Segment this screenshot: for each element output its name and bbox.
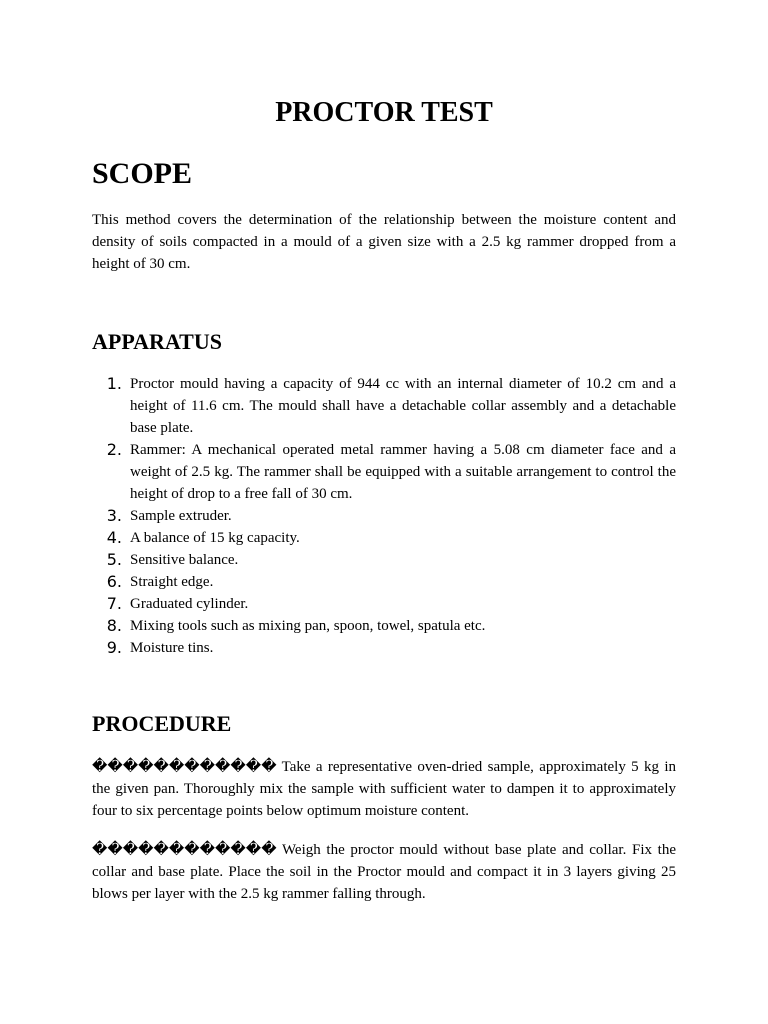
scope-heading: SCOPE: [92, 157, 193, 190]
list-item-text: Straight edge.: [130, 574, 214, 590]
list-number: 6.: [106, 572, 122, 591]
list-number: 9.: [106, 638, 122, 657]
apparatus-list: [92, 373, 676, 659]
document-title: PROCTOR TEST: [275, 97, 493, 128]
list-item-text: Mixing tools such as mixing pan, spoon, towel, spatula etc.: [130, 618, 486, 634]
list-number: 4.: [106, 528, 122, 547]
list-item: [92, 571, 676, 593]
list-number: 3.: [106, 506, 122, 525]
procedure-paragraph-2: ������������ Weigh the proctor mould without base plate and collar. Fix the collar and base plate. Place the soil in the Proctor mould and compact it in 3 layers giving 25 blows per layer with the 2.5 kg rammer falling through.: [92, 842, 676, 902]
list-number: 7.: [106, 594, 122, 613]
list-item: [92, 637, 676, 659]
list-item-text: Proctor mould having a capacity of 944 cc with an internal diameter of 10.2 cm and a height of 11.6 cm. The mould shall have a detachable collar assembly and a detachable base plate.: [130, 376, 676, 436]
list-item-text: Moisture tins.: [130, 640, 214, 656]
apparatus-heading: APPARATUS: [92, 329, 222, 354]
list-item: [92, 615, 676, 637]
list-number: 1.: [106, 374, 122, 393]
list-item: [92, 439, 676, 505]
list-item: [92, 527, 676, 549]
list-item-text: Graduated cylinder.: [130, 596, 249, 612]
list-item-text: A balance of 15 kg capacity.: [130, 530, 300, 546]
list-number: 5.: [106, 550, 122, 569]
list-item: [92, 549, 676, 571]
procedure-paragraph-1: ������������ Take a representative oven-dried sample, approximately 5 kg in the given pan. Thoroughly mix the sample with sufficient water to dampen it to approximately four to six percentage points below optimum moisture content.: [92, 759, 676, 819]
list-number: 8.: [106, 616, 122, 635]
list-item: [92, 505, 676, 527]
list-item-text: Sample extruder.: [130, 508, 232, 524]
scope-paragraph: This method covers the determination of the relationship between the moisture content and density of soils compacted in a mould of a given size with a 2.5 kg rammer dropped from a height of 30 cm.: [92, 212, 676, 272]
procedure-heading: PROCEDURE: [92, 711, 232, 736]
list-number: 2.: [106, 440, 122, 459]
list-item-text: Sensitive balance.: [130, 552, 239, 568]
list-item: [92, 593, 676, 615]
list-item: [92, 373, 676, 439]
list-item-text: Rammer: A mechanical operated metal rammer having a 5.08 cm diameter face and a weight of 2.5 kg. The rammer shall be equipped with a suitable arrangement to control the height of drop to a free fall of 30 cm.: [130, 442, 676, 502]
